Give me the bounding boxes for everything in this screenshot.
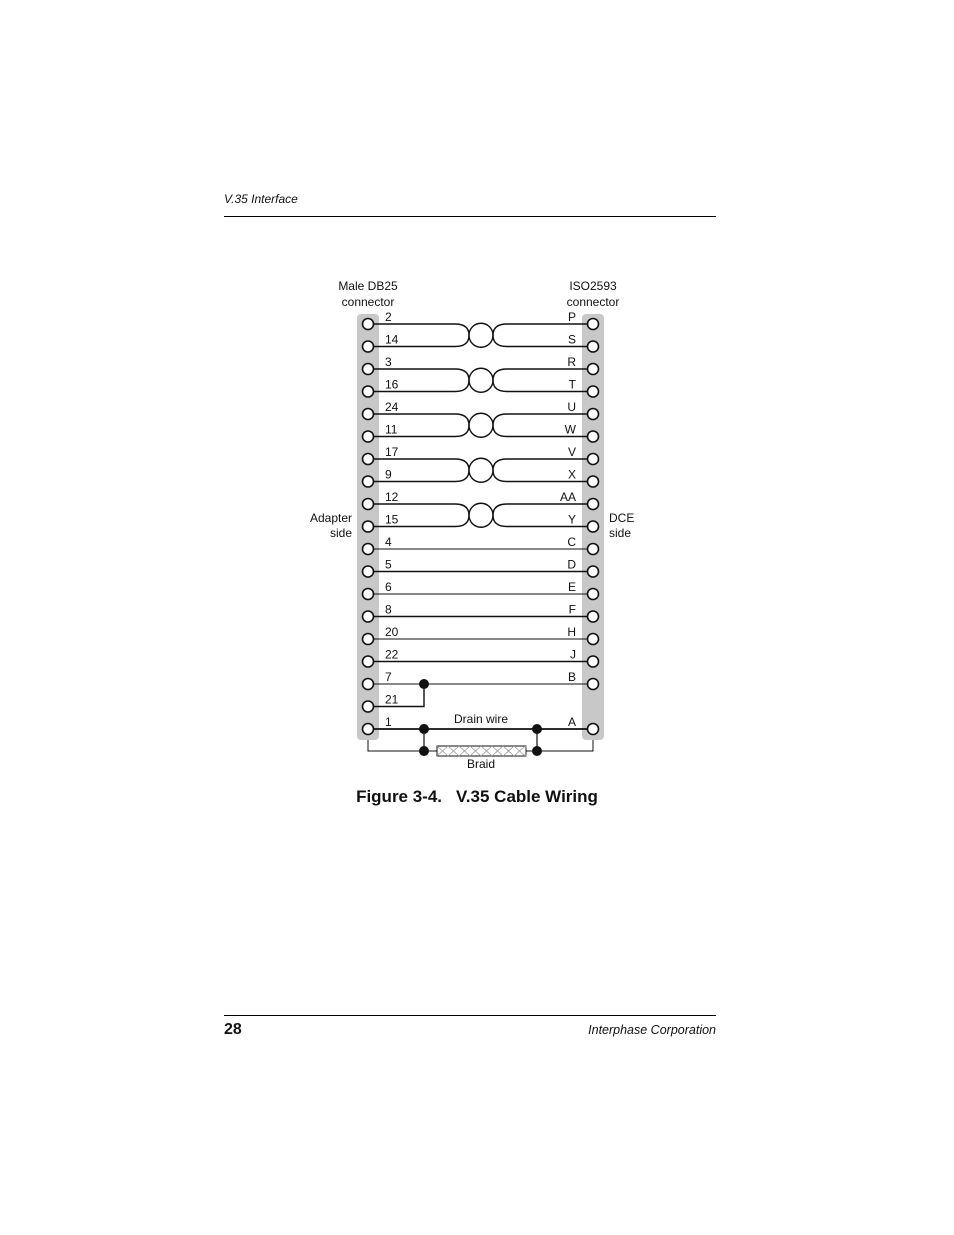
- junction-dot: [532, 746, 542, 756]
- left-pin: [363, 611, 374, 622]
- left-pin-label: 21: [385, 692, 399, 707]
- pin-labels: [385, 310, 577, 729]
- right-pin-label: X: [567, 467, 576, 482]
- adapter-side-label-1: Adapter: [309, 511, 352, 525]
- left-pin: [363, 386, 374, 397]
- right-pin: [588, 476, 599, 487]
- left-pin-label: 15: [385, 512, 399, 527]
- right-pin-label: H: [567, 625, 576, 639]
- page-number: 28: [224, 1021, 242, 1038]
- left-pin-label: 17: [385, 445, 399, 459]
- dce-side-label-2: side: [609, 526, 632, 540]
- right-pin: [588, 454, 599, 465]
- right-pin-label: E: [567, 580, 576, 594]
- left-pin-label: 4: [385, 535, 392, 549]
- left-pin-label: 9: [385, 467, 392, 482]
- left-pin-label: 5: [385, 557, 392, 572]
- caption-number: Figure 3-4.: [356, 787, 443, 806]
- right-pin: [588, 521, 599, 532]
- left-pin-label: 12: [385, 490, 399, 504]
- twisted-pair: [368, 413, 593, 437]
- figure-caption: [0, 787, 954, 807]
- right-pin-label: Y: [567, 512, 576, 527]
- right-pin: [588, 544, 599, 555]
- left-pin: [363, 521, 374, 532]
- left-pin-label: 22: [385, 647, 399, 662]
- left-pin: [363, 499, 374, 510]
- right-pin: [588, 341, 599, 352]
- left-pin: [363, 634, 374, 645]
- junction-dot: [419, 724, 429, 734]
- caption-title: V.35 Cable Wiring: [456, 787, 598, 806]
- right-pin-label: S: [567, 332, 576, 347]
- twisted-pair: [368, 503, 593, 527]
- left-pin: [363, 341, 374, 352]
- footer-rule: [224, 1015, 716, 1016]
- left-pin: [363, 476, 374, 487]
- adapter-side-label-2: side: [329, 526, 352, 540]
- right-pin: [588, 499, 599, 510]
- braid-label: Braid: [466, 757, 496, 771]
- right-pin: [588, 386, 599, 397]
- right-pin-label: U: [567, 400, 576, 414]
- right-pin-label: R: [567, 355, 576, 369]
- left-pin: [363, 544, 374, 555]
- left-pin-label: 3: [385, 355, 392, 369]
- left-pin-label: 16: [385, 377, 399, 392]
- company-name: Interphase Corporation: [588, 1023, 716, 1037]
- left-pin: [363, 656, 374, 667]
- left-pin: [363, 724, 374, 735]
- right-pin: [588, 656, 599, 667]
- right-pin-label: D: [567, 557, 576, 572]
- right-pin: [588, 679, 599, 690]
- left-pin-label: 2: [385, 310, 392, 324]
- right-pin: [588, 724, 599, 735]
- right-pin-label: P: [567, 310, 576, 324]
- right-pin-label: AA: [559, 490, 576, 504]
- twisted-pair: [368, 323, 593, 347]
- dce-side-label-1: DCE: [609, 511, 635, 525]
- right-pin: [588, 409, 599, 420]
- junction-dot: [532, 724, 542, 734]
- right-pin: [588, 634, 599, 645]
- left-pin: [363, 701, 374, 712]
- left-pin: [363, 364, 374, 375]
- junction-dot: [419, 679, 429, 689]
- left-pin: [363, 566, 374, 577]
- left-pin-label: 24: [385, 400, 399, 414]
- left-pin-label: 8: [385, 602, 392, 617]
- right-pin-label: T: [568, 377, 576, 392]
- left-pin-label: 20: [385, 625, 399, 639]
- right-connector-label-1: ISO2593: [569, 279, 617, 293]
- left-pin-label: 1: [385, 715, 392, 729]
- right-pin: [588, 611, 599, 622]
- running-header: V.35 Interface: [224, 192, 298, 206]
- left-pin: [363, 409, 374, 420]
- right-pin-label: V: [567, 445, 576, 459]
- right-pin: [588, 364, 599, 375]
- left-pin-label: 11: [385, 422, 398, 437]
- left-pin: [363, 589, 374, 600]
- right-pin-label: F: [568, 602, 576, 617]
- twisted-pair: [368, 458, 593, 482]
- left-pin: [363, 431, 374, 442]
- wires: [368, 323, 593, 756]
- left-connector-label-2: connector: [341, 295, 395, 309]
- right-pin-label: B: [567, 670, 576, 684]
- left-pin-label: 14: [385, 332, 399, 347]
- left-pin-label: 6: [385, 580, 392, 594]
- right-pin-label: J: [570, 647, 576, 662]
- right-pin: [588, 566, 599, 577]
- braid-box: [437, 746, 526, 756]
- right-pin-label: A: [567, 715, 576, 729]
- junction-dot: [419, 746, 429, 756]
- right-pin-label: C: [567, 535, 576, 549]
- right-pin: [588, 431, 599, 442]
- right-pin: [588, 319, 599, 330]
- left-pin: [363, 454, 374, 465]
- left-connector-label-1: Male DB25: [338, 279, 398, 293]
- right-pin: [588, 589, 599, 600]
- twisted-pair: [368, 368, 593, 392]
- right-pin-label: W: [564, 422, 576, 437]
- left-pin-label: 7: [385, 670, 392, 684]
- left-pin: [363, 679, 374, 690]
- right-connector-label-2: connector: [566, 295, 620, 309]
- drain-wire-label: Drain wire: [453, 712, 509, 726]
- left-pin: [363, 319, 374, 330]
